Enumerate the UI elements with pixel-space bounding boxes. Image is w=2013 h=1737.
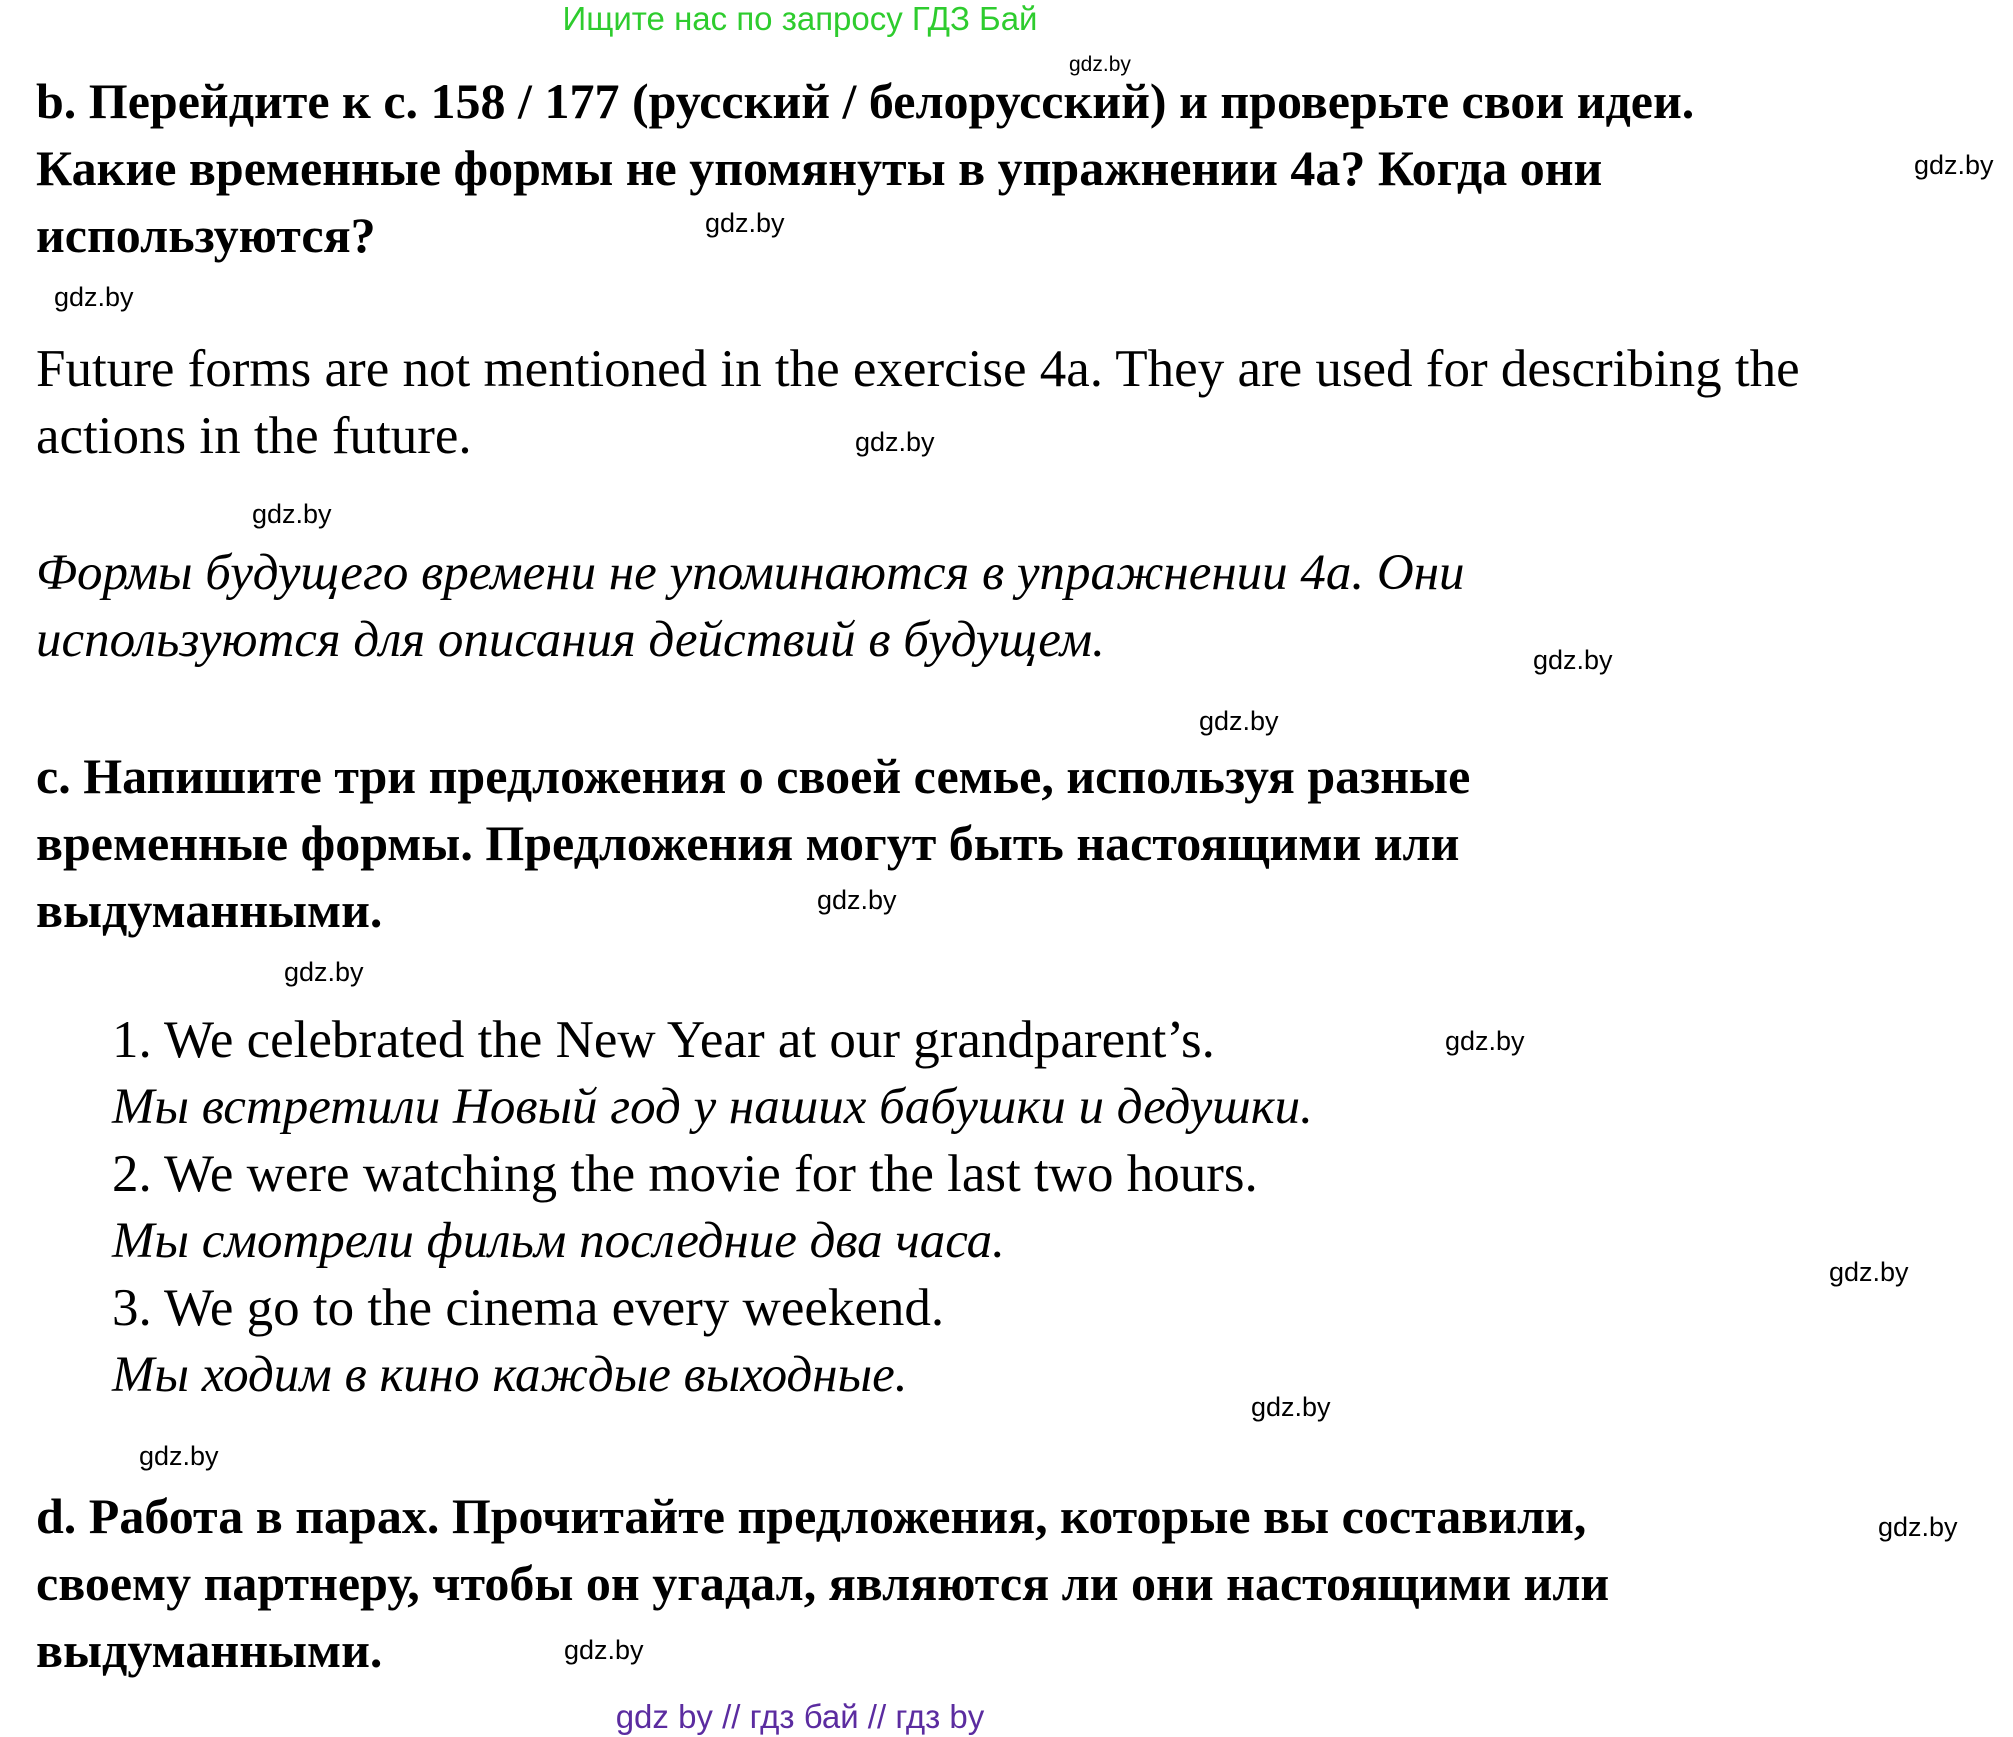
answer-b-ru-line-2: используются для описания действий в будущем. bbox=[36, 612, 1105, 668]
watermark: gdz.by bbox=[855, 427, 935, 457]
watermark: gdz.by bbox=[1533, 645, 1613, 675]
watermark: gdz.by bbox=[1199, 706, 1279, 736]
list-item-ru: Мы смотрели фильм последние два часа. bbox=[112, 1213, 1005, 1269]
watermark: gdz.by bbox=[1878, 1512, 1958, 1542]
answer-b-en-line-1: Future forms are not mentioned in the exercise 4a. They are used for describing the bbox=[36, 340, 1800, 398]
search-hint-header[interactable]: Ищите нас по запросу ГДЗ Бай bbox=[562, 0, 1038, 37]
watermark: gdz.by bbox=[1829, 1257, 1909, 1287]
watermark: gdz.by bbox=[1069, 53, 1131, 76]
watermark: gdz.by bbox=[705, 208, 785, 238]
task-c-line-2: временные формы. Предложения могут быть настоящими или bbox=[36, 815, 1460, 871]
list-item-ru: Мы ходим в кино каждые выходные. bbox=[112, 1347, 908, 1403]
task-c-line-1: c. Напишите три предложения о своей семье, используя разные bbox=[36, 748, 1471, 804]
watermark: gdz.by bbox=[817, 885, 897, 915]
watermark: gdz.by bbox=[1251, 1392, 1331, 1422]
watermark: gdz.by bbox=[564, 1635, 644, 1665]
list-item-ru: Мы встретили Новый год у наших бабушки и дедушки. bbox=[112, 1079, 1313, 1135]
list-item-en: 1. We celebrated the New Year at our grandparent’s. bbox=[112, 1011, 1215, 1069]
watermark: gdz.by bbox=[1914, 150, 1994, 180]
watermark: gdz.by bbox=[284, 957, 364, 987]
list-item-en: 2. We were watching the movie for the last two hours. bbox=[112, 1145, 1258, 1203]
task-b-line-2: Какие временные формы не упомянуты в упражнении 4а? Когда они bbox=[36, 140, 1603, 196]
watermark: gdz.by bbox=[54, 282, 134, 312]
list-item-en: 3. We go to the cinema every weekend. bbox=[112, 1279, 945, 1337]
task-d-line-3: выдуманными. bbox=[36, 1622, 383, 1678]
task-d-line-1: d. Работа в парах. Прочитайте предложения, которые вы составили, bbox=[36, 1488, 1587, 1544]
watermark: gdz.by bbox=[139, 1441, 219, 1471]
answer-c-list bbox=[112, 1007, 1313, 1409]
task-c-line-3: выдуманными. bbox=[36, 882, 383, 938]
watermark: gdz.by bbox=[1445, 1026, 1525, 1056]
task-b-line-3: используются? bbox=[36, 207, 376, 263]
watermark: gdz.by bbox=[252, 499, 332, 529]
footer-links[interactable]: gdz by // гдз бай // гдз by bbox=[615, 1698, 985, 1735]
answer-b-ru-line-1: Формы будущего времени не упоминаются в упражнении 4а. Они bbox=[36, 545, 1465, 601]
task-d-line-2: своему партнеру, чтобы он угадал, являются ли они настоящими или bbox=[36, 1555, 1610, 1611]
task-b-line-1: b. Перейдите к с. 158 / 177 (русский / белорусский) и проверьте свои идеи. bbox=[36, 73, 1695, 129]
answer-b-en-line-2: actions in the future. bbox=[36, 407, 472, 465]
